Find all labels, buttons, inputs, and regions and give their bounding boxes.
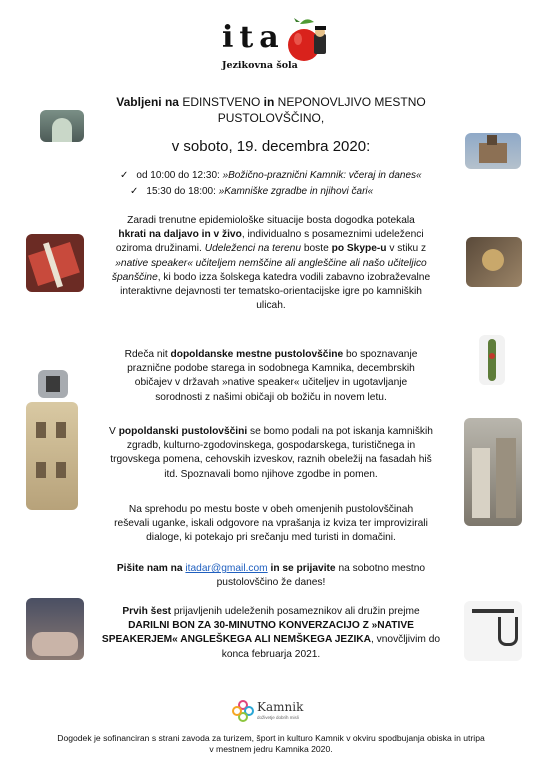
logo-brand: ita <box>222 20 285 55</box>
paragraph-signup: Pišite nam na itadar@gmail.com in se prijavite na sobotno mestno pustolovščino že danes! <box>116 563 426 589</box>
paragraph-format: Zaradi trenutne epidemiološke situacije bosta dogodka potekala hkrati na daljavo in v živo, individualno s posameznimi udeleženci oziroma družinami. Udeleženci na terenu boste po Skype-u v stiku z »native speaker« učiteljem nemščine ali angleščine ali našo učiteljico španščine, ki bodo izza šolskega katedra vodili zabavno izobraževalne interaktivne dejavnosti ter tematsko-orientacijske igre po kamniških ulicah. <box>111 215 431 312</box>
email-link[interactable]: itadar@gmail.com <box>185 563 268 574</box>
sign-photo <box>466 237 522 287</box>
building-photo <box>26 402 78 510</box>
kamnik-logo <box>232 700 322 724</box>
footer-note: Dogodek je sofinanciran s strani zavoda za turizem, šport in kulturo Kamnik v okviru spodbujanja obiska in utripa v mestnem jedru Kamnika 2020. <box>57 733 485 754</box>
paragraph-afternoon: V popoldanski pustolovščini se bomo podali na pot iskanja kamniških zgradb, kulturno-zgodovinskega, gospodarskega, turističnega in trgovskega pomena, cehovskih izveskov, raznih obeležij na fasadah hiš itd. Spoznavali bomo njihove zgodbe in pomen. <box>109 426 433 480</box>
heading-line-1: Vabljeni na EDINSTVENO in NEPONOVLJIVO MESTNO <box>116 95 426 109</box>
paragraph-voucher: Prvih šest prijavljenih udeleženih posameznikov ali družin prejme DARILNI BON ZA 30-MINUTNO KONVERZACIJO Z »NATIVE SPEAKERJEM« ANGLEŠKEGA ALI NEMŠKEGA JEZIKA, vnovčljivim do konca februarja 2021. <box>101 606 441 660</box>
kamnik-tagline: doživetje dobrih misli <box>257 715 299 720</box>
kamnik-name: Kamnik <box>257 700 304 714</box>
paragraph-walk: Na sprehodu po mestu boste v obeh omenjenih pustolovščinah reševali uganke, iskali odgovore na vprašanja iz kviza ter improvizirali dialoge, ki potekajo pri srečanju med turisti in domačini. <box>114 504 428 544</box>
check-icon: ✓ <box>130 186 139 197</box>
crowd-photo <box>26 598 84 660</box>
check-icon: ✓ <box>120 170 129 181</box>
invitation-heading <box>90 94 452 126</box>
logo-subtitle: Jezikovna šola <box>222 60 298 71</box>
ita-logo <box>222 18 342 74</box>
heading-line-2: PUSTOLOVŠČINO, <box>217 111 325 125</box>
paragraph-morning: Rdeča nit dopoldanske mestne pustolovščine bo spoznavanje praznične podobe starega in sodobnega Kamnika, decembrskih običajev v državah »native speaker« učiteljev in ugotavljanje sorodnosti z našimi običaji ob božiču in novem letu. <box>124 349 418 403</box>
church-photo <box>465 133 521 169</box>
kamnik-flower-icon <box>232 700 254 722</box>
gift-photo <box>26 234 84 292</box>
apple-icon <box>286 18 334 64</box>
iron-sign-photo <box>464 601 522 661</box>
schedule-item: ✓ od 10:00 do 12:30: »Božično-praznični Kamnik: včeraj in danes« <box>120 170 422 181</box>
lamp-photo <box>38 370 68 398</box>
garland-photo <box>479 335 505 385</box>
event-date: v soboto, 19. decembra 2020: <box>171 138 371 155</box>
schedule-list <box>120 169 460 199</box>
street-photo <box>464 418 522 526</box>
schedule-item: ✓ 15:30 do 18:00: »Kamniške zgradbe in njihovi čari« <box>130 186 374 197</box>
arch-photo <box>40 110 84 142</box>
